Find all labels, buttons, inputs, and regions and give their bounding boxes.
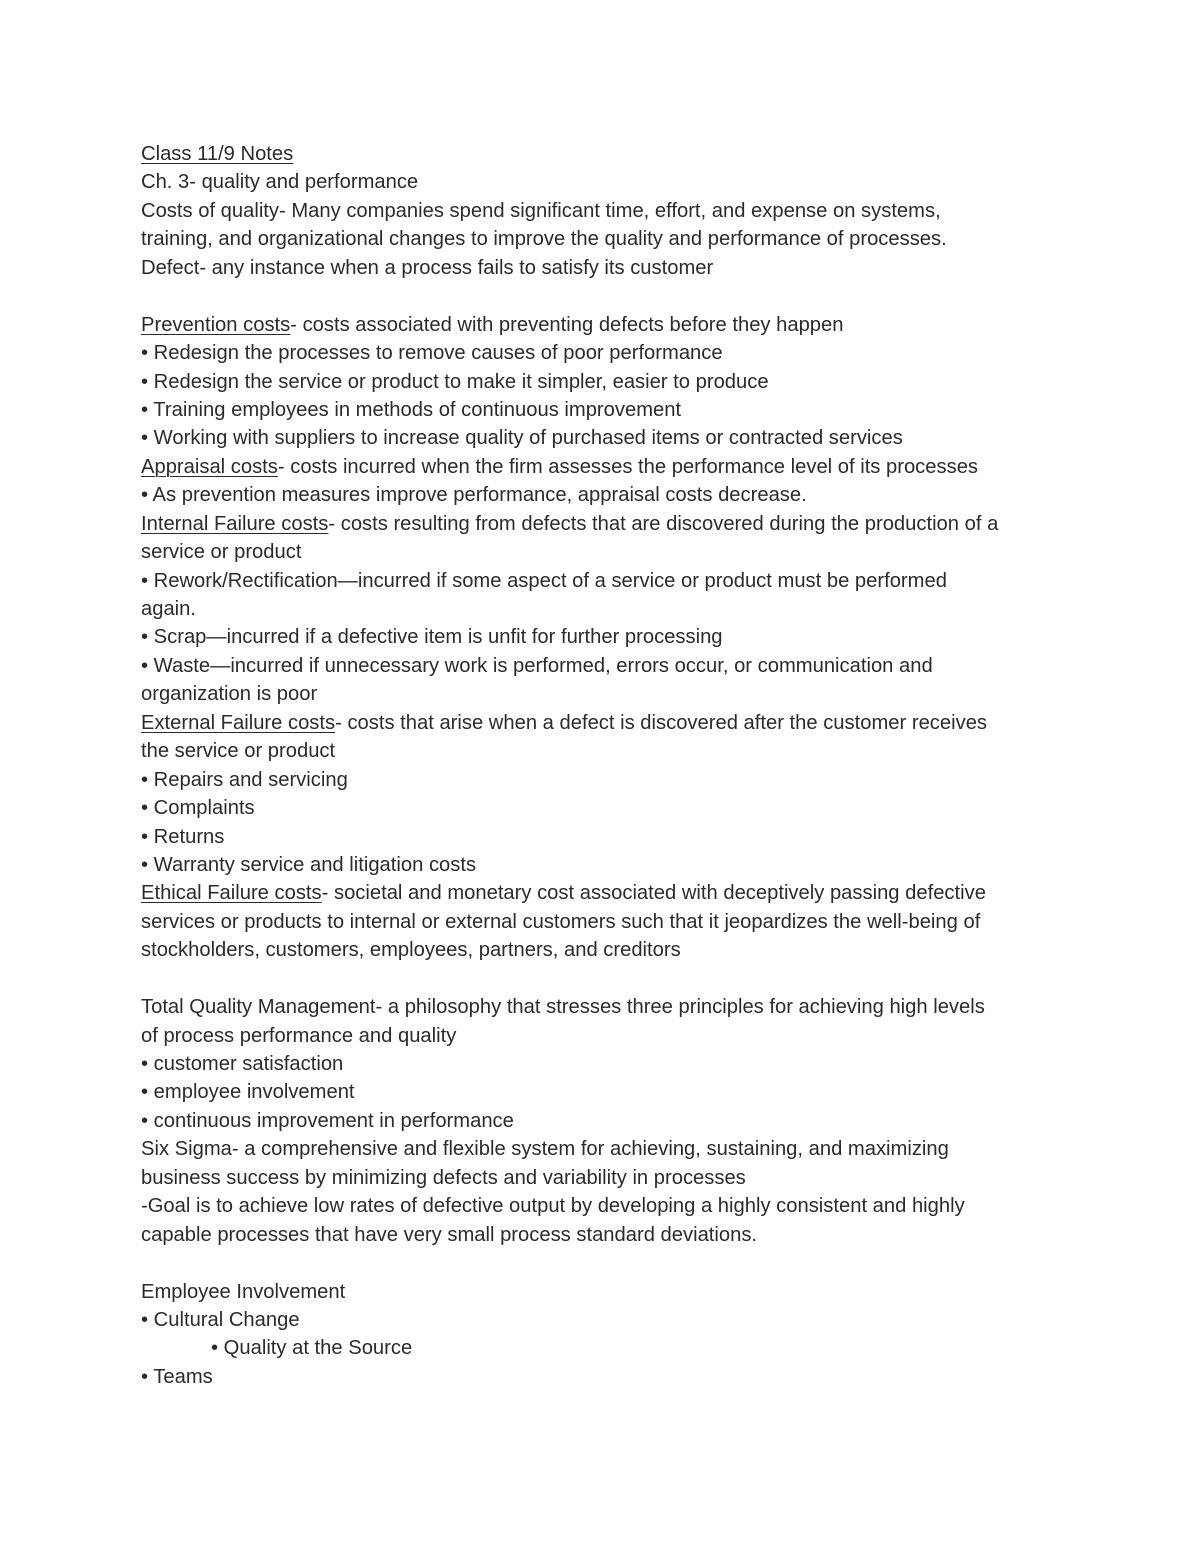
six-sigma-goal: -Goal is to achieve low rates of defective output by developing a highly consistent and highly: [141, 1195, 965, 1218]
appraisal-costs-text: - costs incurred when the firm assesses the performance level of its processes: [277, 455, 979, 478]
prevention-costs-definition: [141, 311, 1071, 339]
appraisal-costs-term: Appraisal costs: [141, 455, 278, 478]
external-bullet: • Repairs and servicing: [141, 768, 348, 791]
blank-line: [141, 1249, 1071, 1277]
external-bullet: • Complaints: [141, 797, 255, 820]
blank-line: [141, 282, 1071, 310]
rework-bullet-cont: again.: [141, 598, 197, 620]
internal-failure-text: - costs resulting from defects that are discovered during the production of a: [328, 512, 999, 535]
defect-definition: Defect- any instance when a process fails to satisfy its customer: [141, 256, 714, 279]
external-failure-term: External Failure costs: [141, 711, 336, 734]
waste-bullet: • Waste—incurred if unnecessary work is performed, errors occur, or communication and: [141, 654, 933, 677]
costs-of-quality-line-1: Costs of quality- Many companies spend significant time, effort, and expense on systems,: [141, 199, 941, 222]
six-sigma-goal-cont: capable processes that have very small process standard deviations.: [141, 1223, 758, 1246]
notes-body: [141, 140, 1071, 1391]
tqm-definition: Total Quality Management- a philosophy that stresses three principles for achieving high levels: [141, 996, 985, 1019]
ethical-failure-definition: [141, 879, 1071, 907]
waste-bullet-cont: organization is poor: [141, 683, 318, 706]
blank-line: [141, 965, 1071, 993]
internal-failure-term: Internal Failure costs: [141, 512, 329, 535]
ethical-failure-text-cont: services or products to internal or external customers such that it jeopardizes the well-being of: [141, 910, 981, 933]
prevention-bullet: • Training employees in methods of continuous improvement: [141, 398, 682, 421]
tqm-bullet: • customer satisfaction: [141, 1053, 344, 1075]
appraisal-costs-definition: [141, 453, 1071, 481]
external-bullet: • Returns: [141, 825, 225, 848]
tqm-bullet: • employee involvement: [141, 1081, 355, 1104]
prevention-bullet: • Redesign the service or product to make it simpler, easier to produce: [141, 370, 769, 393]
ethical-failure-text-cont: stockholders, customers, employees, partners, and creditors: [141, 939, 681, 962]
cultural-change-bullet: • Cultural Change: [141, 1308, 300, 1331]
tqm-bullet: • continuous improvement in performance: [141, 1109, 514, 1132]
ethical-failure-term: Ethical Failure costs: [141, 882, 322, 905]
notes-title-line: [141, 140, 1071, 168]
appraisal-bullet: • As prevention measures improve performance, appraisal costs decrease.: [141, 484, 807, 507]
tqm-definition-cont: of process performance and quality: [141, 1024, 457, 1047]
prevention-costs-text: - costs associated with preventing defects before they happen: [290, 313, 844, 336]
external-bullet: • Warranty service and litigation costs: [141, 853, 477, 876]
prevention-bullet: • Redesign the processes to remove causes of poor performance: [141, 342, 723, 365]
prevention-bullet: • Working with suppliers to increase quality of purchased items or contracted services: [141, 427, 903, 450]
ethical-failure-text: - societal and monetary cost associated with deceptively passing defective: [321, 882, 986, 905]
external-failure-text: - costs that arise when a defect is discovered after the customer receives: [335, 711, 988, 734]
costs-of-quality-line-2: training, and organizational changes to improve the quality and performance of processes.: [141, 228, 947, 251]
external-failure-definition: [141, 709, 1071, 737]
employee-involvement-heading: Employee Involvement: [141, 1280, 346, 1303]
notes-title: Class 11/9 Notes: [141, 143, 294, 165]
quality-at-source-bullet: • Quality at the Source: [211, 1337, 413, 1360]
teams-bullet: • Teams: [141, 1365, 213, 1388]
internal-failure-text-cont: service or product: [141, 541, 302, 564]
six-sigma-definition-cont: business success by minimizing defects and variability in processes: [141, 1166, 746, 1189]
internal-failure-definition: [141, 510, 1071, 538]
six-sigma-definition: Six Sigma- a comprehensive and flexible system for achieving, sustaining, and maximizing: [141, 1138, 949, 1161]
scrap-bullet: • Scrap—incurred if a defective item is unfit for further processing: [141, 626, 723, 649]
prevention-costs-term: Prevention costs: [141, 313, 291, 336]
rework-bullet: • Rework/Rectification—incurred if some aspect of a service or product must be performed: [141, 569, 947, 592]
external-failure-text-cont: the service or product: [141, 740, 336, 763]
chapter-heading: Ch. 3- quality and performance: [141, 171, 419, 194]
